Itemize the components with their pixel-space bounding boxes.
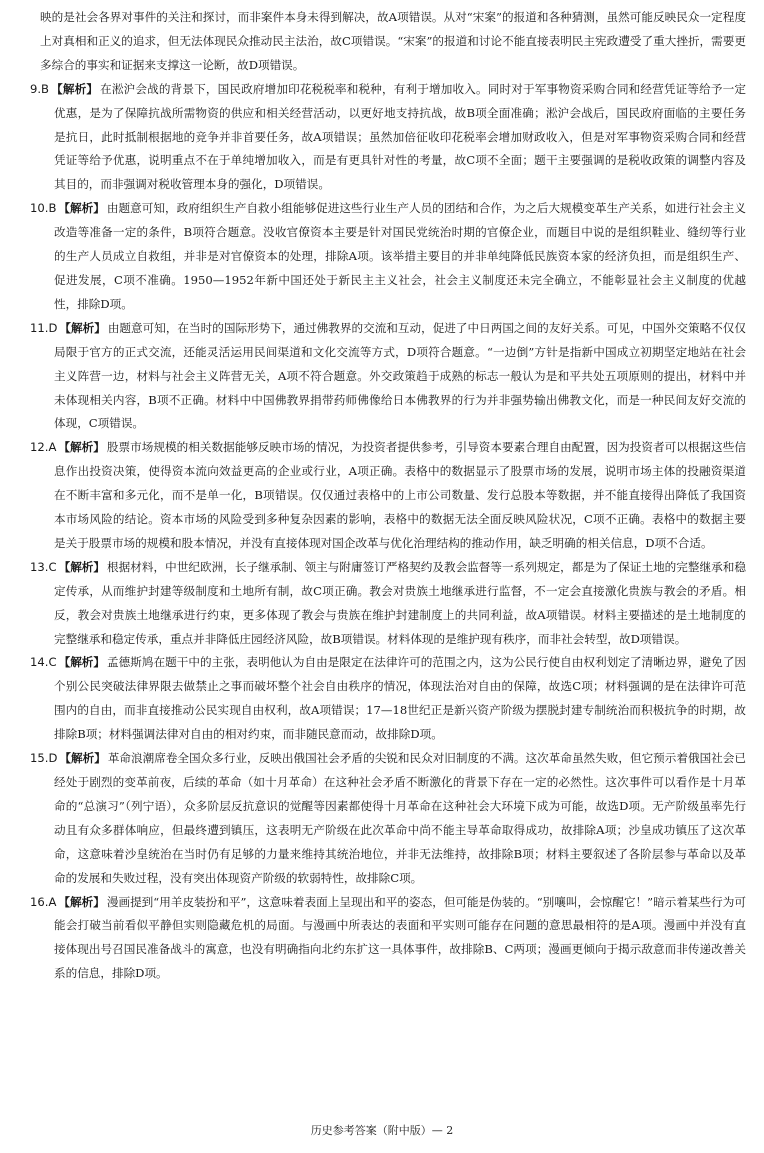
answer-explanation: 在淞沪会战的背景下，国民政府增加印花税税率和税种，有利于增加收入。同时对于军事物资采购合同和经营凭证等给予一定优惠，是为了保障抗战所需物资的供应和相关经营活动，以更好地支持抗战，故B项全面准确；淞沪会战后，国民政府面临的主要任务是抗日，此时抵制根据地的竞争并非首要任务，故A项错误；虽然加倍征收印花税率会增加财政收入，但是对军事物资采购合同和经营凭证等给予优惠，说明重点不在于单纯增加收入，而是有更具针对性的考量，故C项不全面；题干主要强调的是税收政策的调整内容及其目的，而非强调对税收管理本身的强化，D项错误。	[54, 81, 746, 192]
answer-number: 9.B	[30, 81, 50, 96]
answer-explanation: 漫画提到“用羊皮装扮和平”，这意味着表面上呈现出和平的姿态，但可能是伪装的。“别嚷叫，会惊醒它！”暗示着某些行为可能会打破当前看似平静但实则隐藏危机的局面。与漫画中所表达的表面和平实则可能存在问题的意思最相符的是A项。漫画中并没有直接体现出号召国民准备战斗的寓意，也没有明确指向北约东扩这一具体事件，故排除B、C两项；漫画更倾向于揭示敌意而非传递改善关系的信息，排除D项。	[54, 894, 746, 981]
analysis-tag: 【解析】	[59, 320, 106, 335]
answer-explanation: 由题意可知，在当时的国际形势下，通过佛教界的交流和互动，促进了中日两国之间的友好关系。可见，中国外交策略不仅仅局限于官方的正式交流，还能灵活运用民间渠道和文化交流等方式，D项符合题意。“一边倒”方针是指新中国成立初期坚定地站在社会主义阵营一边，材料与社会主义阵营无关，A项不符合题意。外交政策趋于成熟的标志一般认为是和平共处五项原则的提出，材料中并未体现相关内容，B项不正确。材料中中国佛教界捐带药师佛像给日本佛教界的行为并非强势输出佛教文化，而是一种民间友好交流的体现，C项错误。	[54, 320, 746, 431]
answer-item	[30, 891, 746, 987]
answer-explanation: 孟德斯鸠在题干中的主张，表明他认为自由是限定在法律许可的范围之内，这为公民行使自由权利划定了清晰边界，避免了因个别公民突破法律界限去做禁止之事而破坏整个社会自由秩序的情况，体现法治对自由的保障，故选C项；材料强调的是在法律许可范围内的自由，而非直接推动公民实现自由权利，故A项错误；17—18世纪正是新兴资产阶级为摆脱封建专制统治而积极抗争的时期，故排除B项；材料强调法律对自由的相对约束，而非随民意而动，故排除D项。	[54, 655, 746, 742]
answer-list	[30, 78, 746, 986]
continued-explanation: 映的是社会各界对事件的关注和探讨，而非案件本身未得到解决，故A项错误。从对“宋案”的报道和各种猜测，虽然可能反映民众一定程度上对真相和正义的追求，但无法体现民众推动民主法治，故C项错误。“宋案”的报道和讨论不能直接表明民主宪政遭受了重大挫折，需要更多综合的事实和证据来支撑这一论断，故D项错误。	[40, 10, 746, 72]
analysis-tag: 【解析】	[58, 655, 106, 670]
answer-item	[30, 747, 746, 890]
answer-item	[30, 436, 746, 556]
answer-item	[30, 651, 746, 747]
answer-item	[30, 556, 746, 652]
analysis-tag: 【解析】	[58, 201, 105, 216]
answer-number: 12.A	[30, 440, 57, 455]
answer-content	[30, 6, 746, 986]
answer-number: 16.A	[30, 894, 57, 909]
analysis-tag: 【解析】	[58, 894, 105, 909]
answer-number: 15.D	[30, 751, 58, 766]
answer-explanation: 由题意可知，政府组织生产自救小组能够促进这些行业生产人员的团结和合作，为之后大规模变革生产关系，如进行社会主义改造等准备一定的条件，B项符合题意。没收官僚资本主要是针对国民党统治时期的官僚企业，而题目中说的是组织鞋业、缝纫等行业的生产人员成立自救组，并非是对官僚资本的处理，排除A项。该举措主要目的并非单纯降低民族资本家的经济负担，而是组织生产、促进发展，C项不准确。1950—1952年新中国还处于新民主主义社会，社会主义制度还未完全确立，不能彰显社会主义制度的优越性，排除D项。	[54, 201, 746, 311]
answer-explanation: 股票市场规模的相关数据能够反映市场的情况，为投资者提供参考，引导资本要素合理自由配置，因为投资者可以根据这些信息作出投资决策，使得资本流向效益更高的企业或行业，A项正确。表格中的数据显示了股票市场的发展，说明市场主体的投融资渠道在不断丰富和多元化，而不是单一化，B项错误。仅仅通过表格中的上市公司数量、发行总股本等数据，并不能直接得出降低了我国资本市场风险的结论。资本市场的风险受到多种复杂因素的影响，表格中的数据无法全面反映风险状况，C项不正确。表格中的数据主要是关于股票市场的规模和股本情况，并没有直接体现对国企改革与优化治理结构的推动作用，缺乏明确的相关信息，D项不合适。	[54, 440, 746, 550]
answer-explanation: 根据材料，中世纪欧洲，长子继承制、领主与附庸签订严格契约及教会监督等一系列规定，都是为了保证土地的完整继承和稳定传承，从而维护封建等级制度和土地所有制，故C项正确。教会对贵族土地继承进行监督，不一定会直接激化贵族与教会的矛盾。相反，教会对贵族土地继承进行约束，更多体现了教会与贵族在维护封建制度上的共同利益，故A项错误。材料主要描述的是土地制度的完整继承和稳定传承，重点并非降低庄园经济风险，故B项错误。材料体现的是维护现有秩序，而非社会转型，故D项错误。	[54, 559, 746, 646]
page-footer: 历史参考答案（附中版）— 2	[310, 1124, 454, 1137]
answer-number: 10.B	[30, 201, 57, 216]
analysis-tag: 【解析】	[51, 81, 99, 96]
answer-number: 11.D	[30, 320, 58, 335]
answer-number: 13.C	[30, 559, 57, 574]
answer-number: 14.C	[30, 655, 57, 670]
analysis-tag: 【解析】	[59, 751, 106, 766]
analysis-tag: 【解析】	[58, 559, 106, 574]
answer-explanation: 革命浪潮席卷全国众多行业，反映出俄国社会矛盾的尖锐和民众对旧制度的不满。这次革命虽然失败，但它预示着俄国社会已经处于剧烈的变革前夜，后续的革命（如十月革命）在这种社会矛盾不断激化的背景下存在一定的必然性。这次事件可以看作是十月革命的“总演习”（列宁语），众多阶层反抗意识的觉醒等因素都使得十月革命在这种社会大环境下成为可能，故选D项。无产阶级虽率先行动且有众多群体响应，但最终遭到镇压，这表明无产阶级在此次革命中尚不能主导革命取得成功，故排除A项；沙皇成功镇压了这次革命，这意味着沙皇统治在当时仍有足够的力量来维持其统治地位，并非无法维持，故排除B项；材料主要叙述了各阶层参与革命以及革命的发展和失败过程，没有突出体现资产阶级的软弱特性，故排除C项。	[54, 751, 746, 885]
answer-item	[30, 78, 746, 198]
answer-item	[30, 197, 746, 317]
analysis-tag: 【解析】	[58, 440, 105, 455]
answer-item	[30, 317, 746, 437]
